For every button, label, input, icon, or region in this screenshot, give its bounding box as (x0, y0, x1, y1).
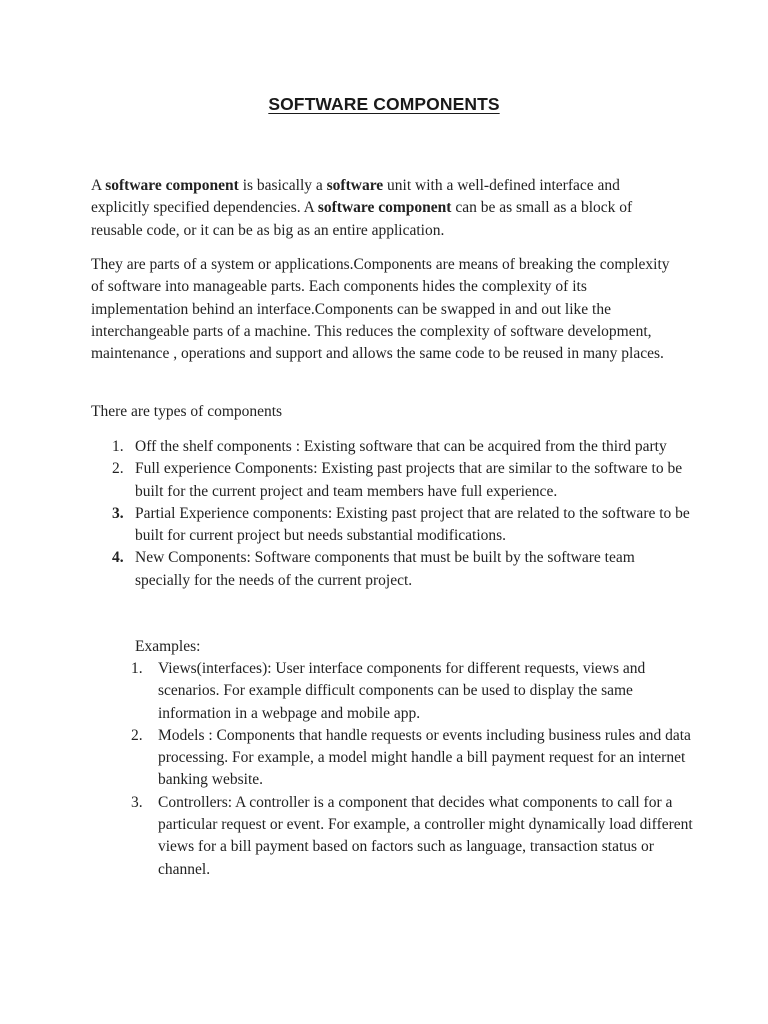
list-number: 2. (112, 460, 124, 478)
intro-bold-1: software component (105, 177, 239, 194)
list-number: 1. (131, 660, 143, 677)
list-item (91, 458, 691, 503)
list-number: 2. (131, 726, 143, 744)
list-item-text: Partial Experience components: Existing past project that are related to the software to be built for current project but needs substantial modifications. (135, 504, 690, 545)
list-item (113, 792, 693, 881)
intro-text-4: can be as small as a block of reusable code, or it can be as big as an entire application. (91, 199, 633, 239)
list-number: 3. (112, 504, 124, 522)
list-item-text: Views(interfaces): User interface components for different requests, views and scenarios. For example difficult components can be used to display the same information in a webpage and mobile app. (158, 660, 646, 722)
list-number: 4. (112, 549, 124, 567)
list-item-text: Off the shelf components : Existing software that can be acquired from the third party (135, 438, 667, 455)
list-item-text: Models : Components that handle requests or events including business rules and data processing. For example, a model might handle a bill payment request for an internet banking website. (158, 726, 691, 789)
list-item-text: New Components: Software components that must be built by the software team specially for the needs of the current project. (135, 549, 635, 589)
intro-text-3: unit with a well-defined interface and explicitly specified dependencies. A (91, 177, 620, 217)
intro-bold-2: software (326, 177, 384, 194)
page-title: SOFTWARE COMPONENTS (268, 94, 500, 114)
list-item-text: Full experience Components: Existing past projects that are similar to the software to be built for the current project and team members have full experience. (135, 460, 683, 500)
examples-label: Examples: (135, 638, 201, 655)
intro-bold-3: software component (317, 199, 452, 217)
types-intro: There are types of components (91, 403, 283, 420)
list-item (113, 658, 693, 725)
types-list (91, 436, 691, 592)
intro-text-1: A (91, 177, 106, 194)
list-item (91, 436, 691, 458)
list-item (91, 547, 691, 592)
list-item-text: Controllers: A controller is a component that decides what components to call for a particular request or event. For example, a controller might dynamically load different views for a bill payment based on factors such as language, transaction status or channel. (158, 793, 693, 878)
examples-list (113, 658, 693, 881)
components-paragraph: They are parts of a system or applications.Components are means of breaking the complexity of software into manageable parts. Each components hides the complexity of its implementation behind an interface.Components can be swapped in and out like the interchangeable parts of a machine. This reduces the complexity of software development, maintenance , operations and support and allows the same code to be reused in many places. (91, 256, 670, 363)
list-item (113, 725, 693, 792)
intro-text-2: is basically a (238, 177, 327, 194)
list-number: 1. (112, 438, 124, 455)
list-item (91, 503, 691, 548)
intro-paragraph (91, 175, 681, 242)
list-number: 3. (131, 793, 143, 811)
